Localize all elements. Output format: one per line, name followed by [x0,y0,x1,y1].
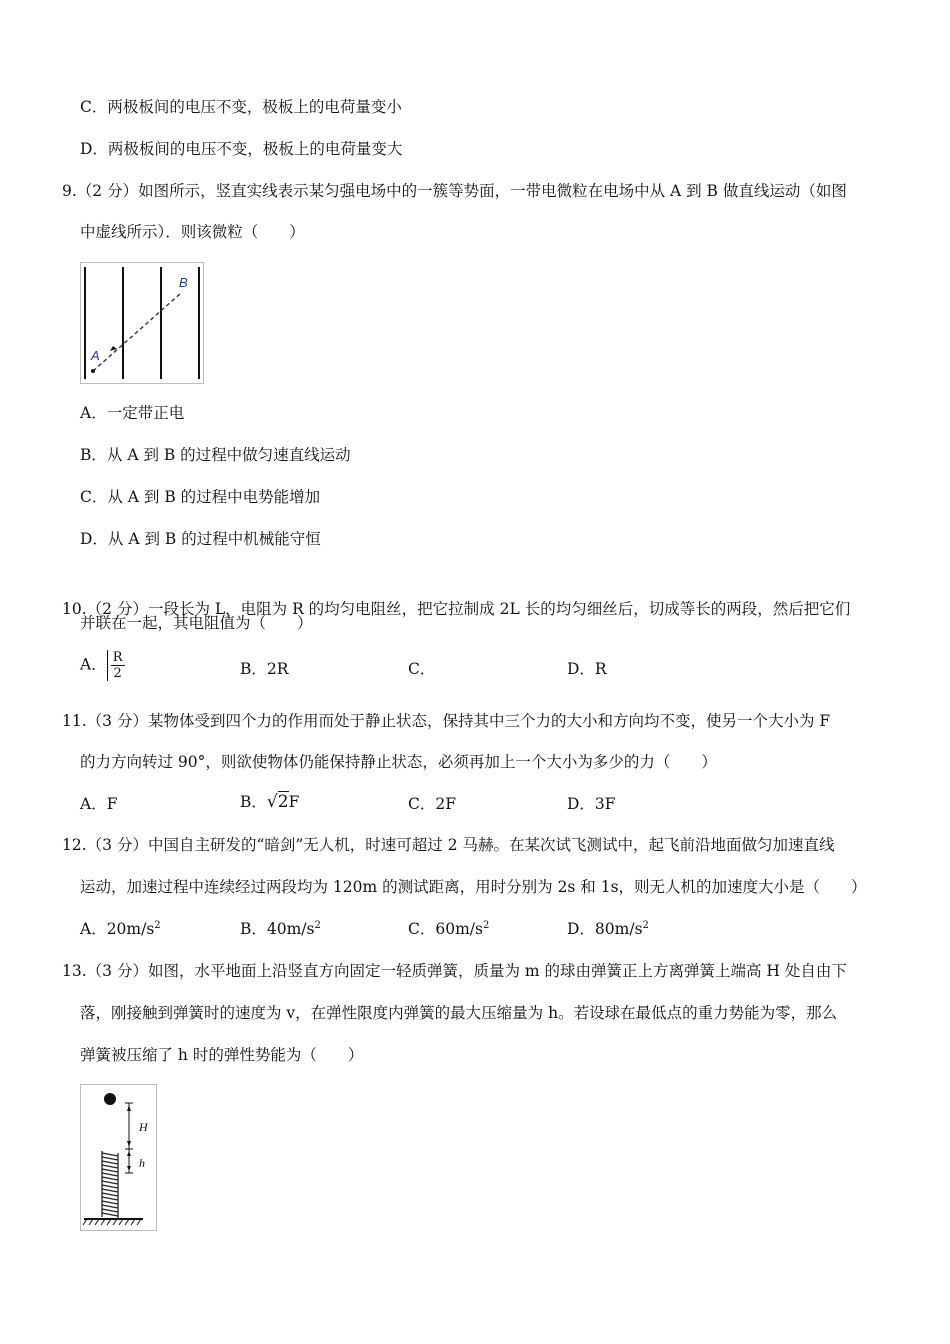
q9-option-b: B．从 A 到 B 的过程中做匀速直线运动 [80,446,351,464]
fraction-denominator: 2 [113,666,122,681]
q10-option-a [80,650,125,681]
label-small-h: h [139,1156,145,1170]
q11-option-b [240,791,299,813]
q11-option-c: C．2F [408,795,456,813]
q8-option-d: D．两极板间的电压不变，极板上的电荷量变大 [80,140,403,158]
q11-stem-line1: 11.（3 分）某物体受到四个力的作用而处于静止状态，保持其中三个力的大小和方向均不变，使另一个大小为 F [62,712,831,730]
point-a-dot [91,369,95,373]
ball [104,1093,116,1105]
q11-option-d: D．3F [567,795,616,813]
q13-spring-diagram [81,1085,156,1230]
q11-option-b-prefix: B． [240,793,267,811]
q12-option-a [80,918,161,940]
q12-option-c-text: C．60m/s [408,920,483,938]
label-b: B [179,275,188,290]
q13-stem-line3: 弹簧被压缩了 h 时的弹性势能为（ ） [80,1046,364,1064]
q10-stem-line1: 10.（2 分）一段长为 L，电阻为 R 的均匀电阻丝，把它拉制成 2L 长的均匀细丝后，切成等长的两段，然后把它们 [62,600,851,618]
exponent: 2 [642,919,649,931]
q9-figure [80,262,204,384]
q10-option-c: C． [408,660,436,678]
label-a: A [91,348,100,363]
fraction-numerator: R [112,650,123,665]
q9-stem-line2: 中虚线所示）．则该微粒（ ） [80,223,305,241]
q12-option-c [408,918,489,940]
q12-option-b [240,918,321,940]
q9-stem-line1: 9.（2 分）如图所示，竖直实线表示某匀强电场中的一簇等势面，一带电微粒在电场中从 A 到 B 做直线运动（如图 [62,182,847,200]
q10-stem-line2: 并联在一起，其电阻值为（ ） [80,614,313,632]
exponent: 2 [154,919,161,931]
q12-option-a-text: A．20m/s [80,920,155,938]
q9-field-diagram [81,263,203,383]
q10-option-a-prefix: A． [80,655,107,674]
q13-stem-line2: 落，刚接触到弹簧时的速度为 v，在弹性限度内弹簧的最大压缩量为 h。若设球在最低点的重力势能为零，那么 [80,1004,838,1022]
q9-option-c: C．从 A 到 B 的过程中电势能增加 [80,488,321,506]
exponent: 2 [482,919,490,931]
q10-option-d: D．R [567,660,607,678]
q12-option-d [567,918,649,940]
q13-stem-line1: 13.（3 分）如图，水平地面上沿竖直方向固定一轻质弹簧，质量为 m 的球由弹簧正上方离弹簧上端高 H 处自由下 [62,962,847,980]
q11-option-b-suffix: F [288,793,300,811]
q12-option-d-text: D．80m/s [567,920,643,938]
q12-stem-line2: 运动，加速过程中连续经过两段均为 120m 的测试距离，用时分别为 2s 和 1s，则无人机的加速度大小是（ ） [80,878,867,896]
q11-option-a: A．F [80,795,118,813]
q11-stem-line2: 的力方向转过 90°，则欲使物体仍能保持静止状态，必须再加上一个大小为多少的力（ ） [80,753,717,771]
trajectory-dashed-line [93,293,181,371]
q13-figure [80,1084,157,1231]
q12-stem-line1: 12.（3 分）中国自主研发的“暗剑”无人机，时速可超过 2 马赫。在某次试飞测试中，起飞前沿地面做匀加速直线 [62,836,835,854]
q9-option-d: D．从 A 到 B 的过程中机械能守恒 [80,530,321,548]
q10-option-b: B．2R [240,660,289,678]
spring [102,1151,118,1218]
sqrt-radicand: 2 [277,792,289,812]
q12-option-b-text: B．40m/s [240,920,315,938]
label-big-h: H [139,1120,148,1134]
exponent: 2 [314,919,321,931]
fraction-r-over-2 [111,650,125,681]
sqrt-symbol: √2 [266,792,289,812]
q9-option-a: A．一定带正电 [80,404,185,422]
q8-option-c: C．两极板间的电压不变，极板上的电荷量变小 [80,98,402,116]
